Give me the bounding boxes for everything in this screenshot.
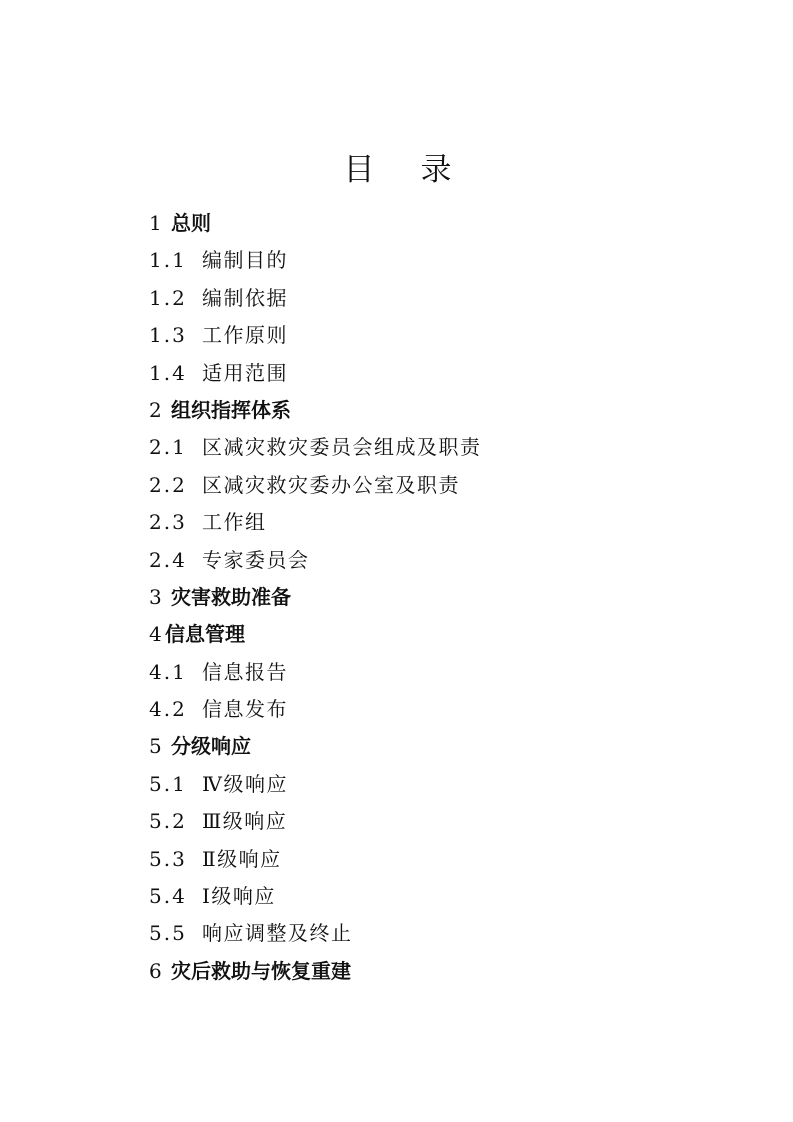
toc-number: 5.2	[149, 809, 187, 834]
toc-item-1-3[interactable]	[149, 317, 482, 354]
toc-text: 区减灾救灾委办公室及职责	[202, 472, 460, 497]
toc-text: 工作原则	[202, 323, 288, 348]
toc-item-6[interactable]	[149, 953, 482, 990]
toc-number: 2.4	[149, 547, 187, 572]
toc-item-5[interactable]	[149, 728, 482, 765]
table-of-contents	[149, 205, 482, 990]
toc-text: 信息报告	[202, 659, 288, 684]
toc-text: 编制依据	[202, 285, 288, 310]
toc-number: 1.3	[149, 323, 187, 348]
toc-text: 总则	[171, 211, 211, 235]
toc-number: 2.2	[149, 472, 187, 497]
toc-number: 3	[149, 584, 162, 609]
toc-item-2-1[interactable]	[149, 429, 482, 466]
toc-number: 1.1	[149, 248, 187, 273]
toc-number: 5.4	[149, 884, 187, 909]
toc-item-1-2[interactable]	[149, 280, 482, 317]
toc-item-4[interactable]	[149, 616, 482, 653]
toc-item-2-3[interactable]	[149, 504, 482, 541]
toc-number: 5.5	[149, 921, 187, 946]
toc-text: 灾害救助准备	[171, 584, 291, 609]
toc-number: 1	[149, 211, 162, 235]
toc-number: 5	[149, 734, 162, 759]
toc-text: 信息发布	[202, 697, 288, 722]
toc-item-5-5[interactable]	[149, 915, 482, 952]
toc-text: 适用范围	[202, 360, 288, 385]
toc-text: 编制目的	[202, 248, 288, 273]
toc-number: 1.4	[149, 360, 187, 385]
toc-text: 工作组	[202, 510, 267, 535]
toc-number: 2.1	[149, 435, 187, 460]
toc-text: Ⅰ级响应	[202, 884, 276, 909]
toc-number: 2	[149, 397, 162, 422]
toc-number: 4	[149, 622, 162, 647]
toc-number: 6	[149, 958, 162, 983]
toc-item-2-2[interactable]	[149, 467, 482, 504]
toc-number: 5.3	[149, 846, 187, 871]
toc-item-5-1[interactable]	[149, 766, 482, 803]
toc-text: 灾后救助与恢复重建	[171, 958, 351, 983]
toc-item-2-4[interactable]	[149, 542, 482, 579]
toc-text: 组织指挥体系	[171, 397, 291, 422]
toc-number: 2.3	[149, 510, 187, 535]
toc-item-1-1[interactable]	[149, 242, 482, 279]
toc-item-1[interactable]	[149, 205, 482, 242]
toc-number: 5.1	[149, 771, 187, 796]
toc-text: 分级响应	[171, 734, 251, 759]
toc-text: Ⅲ级响应	[202, 809, 288, 834]
toc-item-4-1[interactable]	[149, 654, 482, 691]
toc-item-5-4[interactable]	[149, 878, 482, 915]
toc-item-5-3[interactable]	[149, 841, 482, 878]
toc-item-5-2[interactable]	[149, 803, 482, 840]
toc-text: 响应调整及终止	[202, 921, 353, 946]
toc-item-2[interactable]	[149, 392, 482, 429]
toc-item-3[interactable]	[149, 579, 482, 616]
toc-text: 区减灾救灾委员会组成及职责	[202, 435, 482, 460]
page-title: 目录	[343, 152, 498, 188]
toc-text: Ⅱ级响应	[202, 846, 282, 871]
toc-item-1-4[interactable]	[149, 355, 482, 392]
toc-number: 4.2	[149, 697, 187, 722]
toc-text: Ⅳ级响应	[202, 771, 288, 796]
toc-number: 1.2	[149, 285, 187, 310]
toc-item-4-2[interactable]	[149, 691, 482, 728]
toc-text: 专家委员会	[202, 547, 310, 572]
toc-number: 4.1	[149, 659, 187, 684]
toc-text: 信息管理	[165, 622, 245, 647]
